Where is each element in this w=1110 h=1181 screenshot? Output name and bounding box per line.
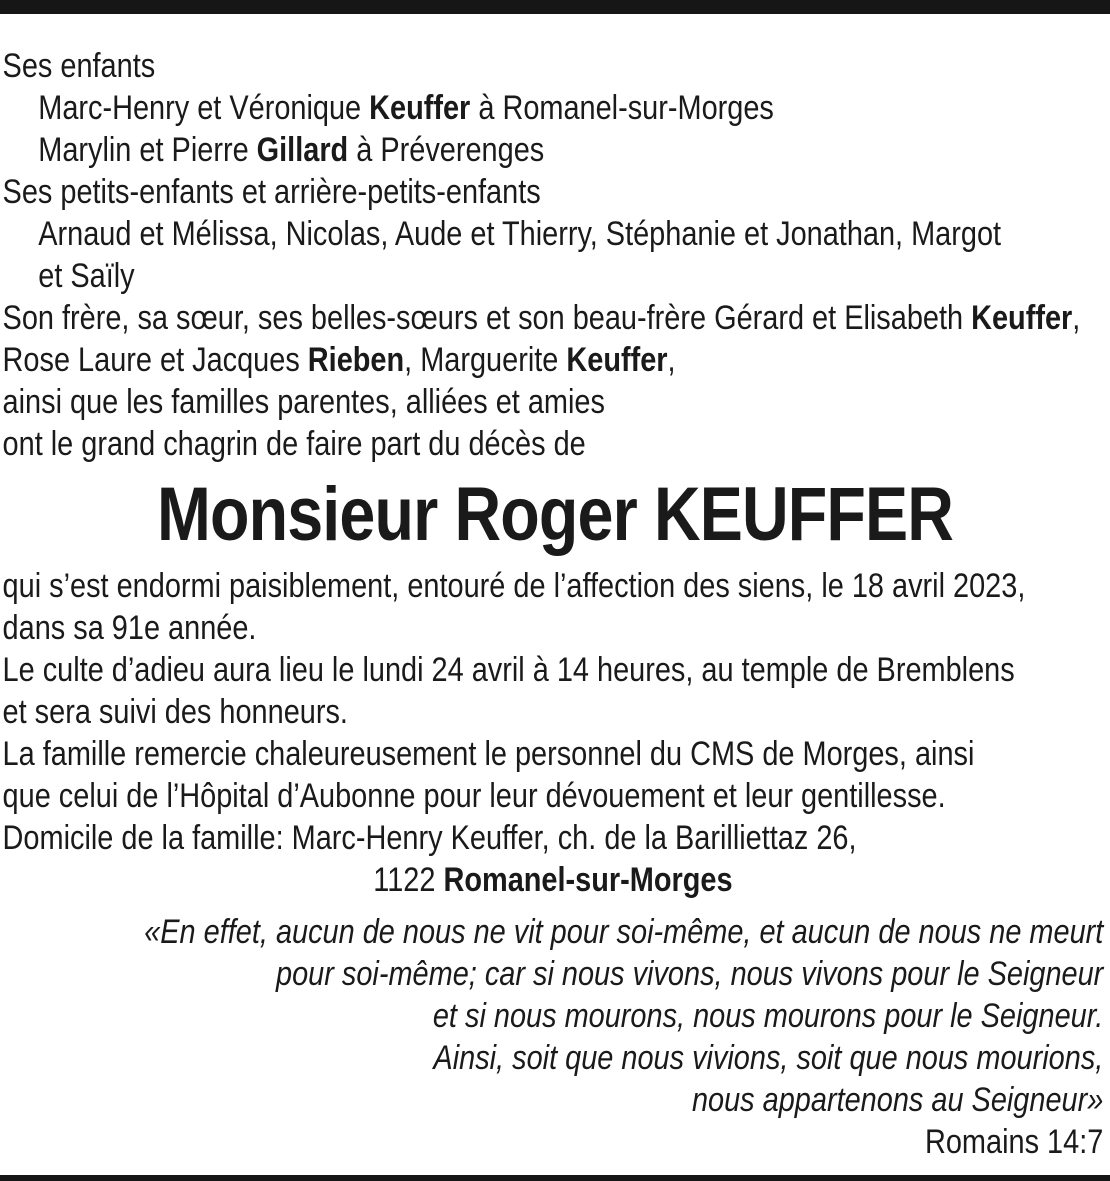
quote-lines [3,911,1104,1121]
notice-line [3,255,1104,297]
text-segment: Son frère, sa sœur, ses belles-sœurs et son beau-frère Gérard et Elisabeth [2,299,972,337]
text-segment: et si nous mourons, nous mourons pour le Seigneur. [432,997,1104,1035]
bible-quote-block [0,911,1110,1163]
text-segment: qui s’est endormi paisiblement, entouré de l’affection des siens, le 18 avril 2023, [2,567,1026,605]
text-segment: , [1072,299,1081,337]
text-segment: Marylin et Pierre [38,131,257,169]
quote-reference: Romains 14:7 [924,1123,1104,1161]
text-segment: ainsi que les familles parentes, alliées et amies [2,383,605,421]
text-segment: Ses enfants [2,47,156,85]
text-segment: Ses petits-enfants et arrière-petits-enfants [2,173,541,211]
text-segment: que celui de l’Hôpital d’Aubonne pour leur dévouement et leur gentillesse. [2,777,946,815]
notice-line [3,1037,1104,1079]
text-segment: nous appartenons au Seigneur» [691,1081,1104,1119]
family-name-bold: Keuffer [369,89,471,127]
family-name-bold: Gillard [256,131,349,169]
text-segment: 1122 [373,861,444,899]
text-segment: , [667,341,676,379]
family-name-bold: Romanel-sur-Morges [443,861,733,899]
notice-line [3,733,1104,775]
notice-line [3,423,1104,465]
notice-line [3,171,1104,213]
text-segment: , Marguerite [404,341,567,379]
text-segment: et sera suivi des honneurs. [2,693,348,731]
notice-line [3,691,1104,733]
text-segment: Le culte d’adieu aura lieu le lundi 24 avril à 14 heures, au temple de Bremblens [2,651,1015,689]
notice-line [3,649,1104,691]
notice-line [3,953,1104,995]
notice-line [3,339,1104,381]
notice-line [3,213,1104,255]
notice-line [3,911,1104,953]
text-segment: Ainsi, soit que nous vivions, soit que nous mourions, [433,1039,1104,1077]
notice-line [3,817,1104,859]
notice-line [3,607,1104,649]
bottom-border-bar [0,1175,1110,1181]
notice-line [3,45,1104,87]
text-segment: pour soi-même; car si nous vivons, nous vivons pour le Seigneur [276,955,1104,993]
text-segment: Arnaud et Mélissa, Nicolas, Aude et Thierry, Stéphanie et Jonathan, Margot [38,215,1002,253]
notice-line [3,1079,1104,1121]
text-segment: «En effet, aucun de nous ne vit pour soi-même, et aucun de nous ne meurt [144,913,1104,951]
text-segment: à Romanel-sur-Morges [470,89,774,127]
text-segment: Marc-Henry et Véronique [38,89,370,127]
family-name-bold: Keuffer [971,299,1073,337]
notice-line [3,87,1104,129]
text-segment: Rose Laure et Jacques [2,341,308,379]
notice-line [3,565,1104,607]
text-segment: à Préverenges [348,131,545,169]
notice-line [3,381,1104,423]
text-segment: dans sa 91e année. [2,609,257,647]
notice-line [3,859,1104,901]
notice-line [3,995,1104,1037]
family-name-bold: Keuffer [566,341,668,379]
notice-line [3,129,1104,171]
detail-lines-block [0,565,1110,901]
deceased-name-title: Monsieur Roger KEUFFER [157,472,954,557]
text-segment: et Saïly [38,257,135,295]
family-lines-block [0,45,1110,465]
family-name-bold: Rieben [307,341,405,379]
text-segment: Domicile de la famille: Marc-Henry Keuffer, ch. de la Barilliettaz 26, [2,819,857,857]
notice-line [3,775,1104,817]
text-segment: ont le grand chagrin de faire part du décès de [2,425,586,463]
text-segment: La famille remercie chaleureusement le personnel du CMS de Morges, ainsi [2,735,975,773]
notice-line [3,297,1104,339]
